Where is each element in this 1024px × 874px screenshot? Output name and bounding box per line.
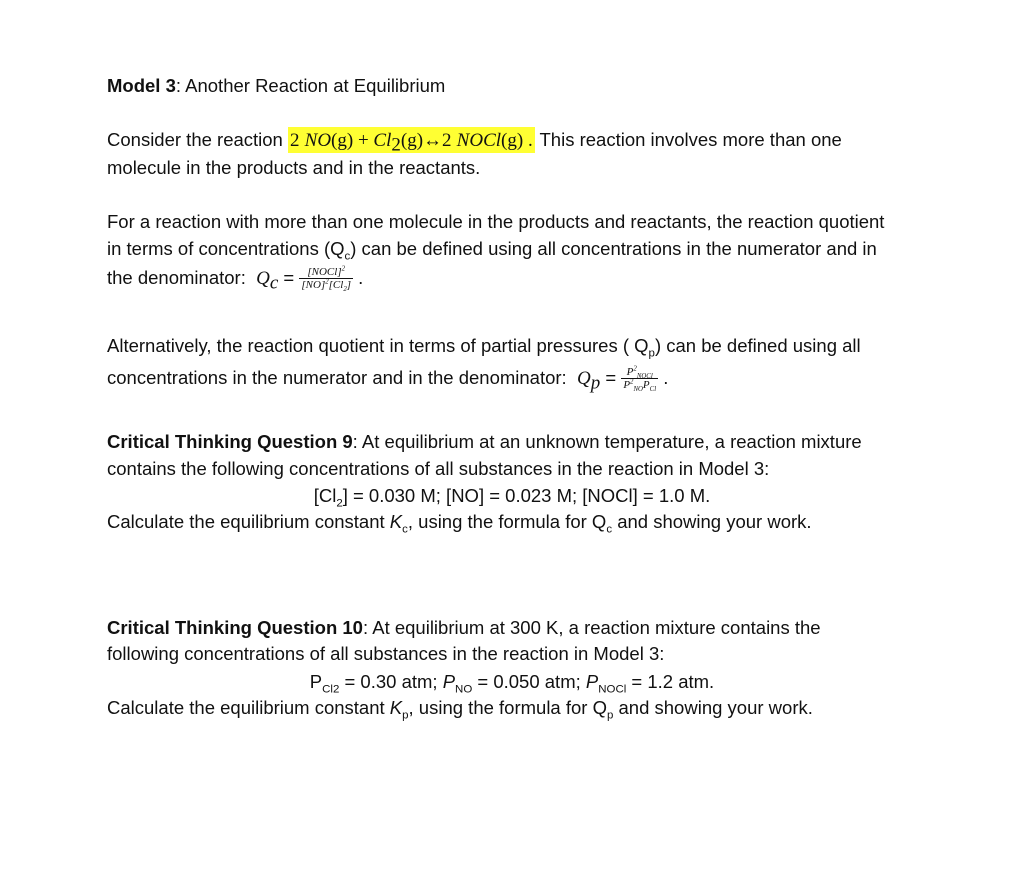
ctq9-line-2: contains the following concentrations of all substances in the reaction in Model 3: (107, 458, 770, 479)
qc-line-2: in terms of concentrations $(Q_c)$ can be defined using all concentrations in the numerator and in (107, 238, 877, 263)
qp-line-1: Alternatively, the reaction quotient in terms of partial pressures ( $Q_p$) can be defined using all (107, 335, 861, 360)
intro-line-2: molecule in the products and in the reactants. (107, 157, 481, 178)
qc-line-1: For a reaction with more than one molecule in the products and reactants, the reaction quotient (107, 211, 885, 232)
qp-fraction: $\frac{P^2_{NOCl}}{P^2_{NO}P_{Cl}}$ (623, 365, 657, 394)
ctq10-line-1: Critical Thinking Question 10: At equilibrium at 300 K, a reaction mixture contains the (107, 617, 821, 638)
model-heading (107, 74, 445, 98)
ctq10-line-2: following concentrations of all substances in the reaction in Model 3: (107, 643, 665, 664)
qc-symbol: Q (256, 268, 270, 289)
ctq9-line-1: Critical Thinking Question 9: At equilibrium at an unknown temperature, a reaction mixture (107, 431, 862, 452)
ctq10-label: Critical Thinking Question 10 (107, 617, 363, 638)
model-label: Model 3 (107, 75, 176, 96)
ctq9-calc: Calculate the equilibrium constant $K_c$, using the formula for $Q_c$ and showing your work. (107, 511, 812, 536)
qc-line-3: the denominator: $Q_c$ = $\frac{[NOCl]^2}{[NO]^2[Cl_2]}$ . (107, 265, 364, 294)
qp-line-2: concentrations in the numerator and in the denominator: $Q_p$ = $\frac{P^2_{NOCl}}{P^2_{NO}P_{Cl}}$ . (107, 365, 669, 394)
qc-fraction: $\frac{[NOCl]^2}{[NO]^2[Cl_2]}$ (301, 265, 352, 294)
ctq9-label: Critical Thinking Question 9 (107, 431, 353, 452)
ctq10-calc: Calculate the equilibrium constant $K_p$, using the formula for $Q_p$ and showing your work. (107, 697, 813, 722)
model-title: : Another Reaction at Equilibrium (175, 75, 446, 96)
qp-symbol: Q (576, 368, 591, 389)
ctq10-given: $P_{Cl2} = 0.30$ atm; $P_{NO} = 0.050$ atm; $P_{NOCl} = 1.2$ atm. (309, 671, 715, 696)
ctq9-given: $[Cl_2] = 0.030$ M; [NO] = 0.023 M; [NOCl] = 1.0 M. (313, 485, 711, 510)
reaction-equation: 2 $NO(g) + Cl_2(g)\leftrightarrow 2$ NOCl(g) . (288, 127, 535, 153)
intro-line-1: Consider the reaction 2 $NO(g) + Cl_2(g)\leftrightarrow 2$ NOCl(g) . This reaction involves more than one (107, 129, 842, 156)
equilibrium-arrow: ↔ (423, 130, 443, 151)
